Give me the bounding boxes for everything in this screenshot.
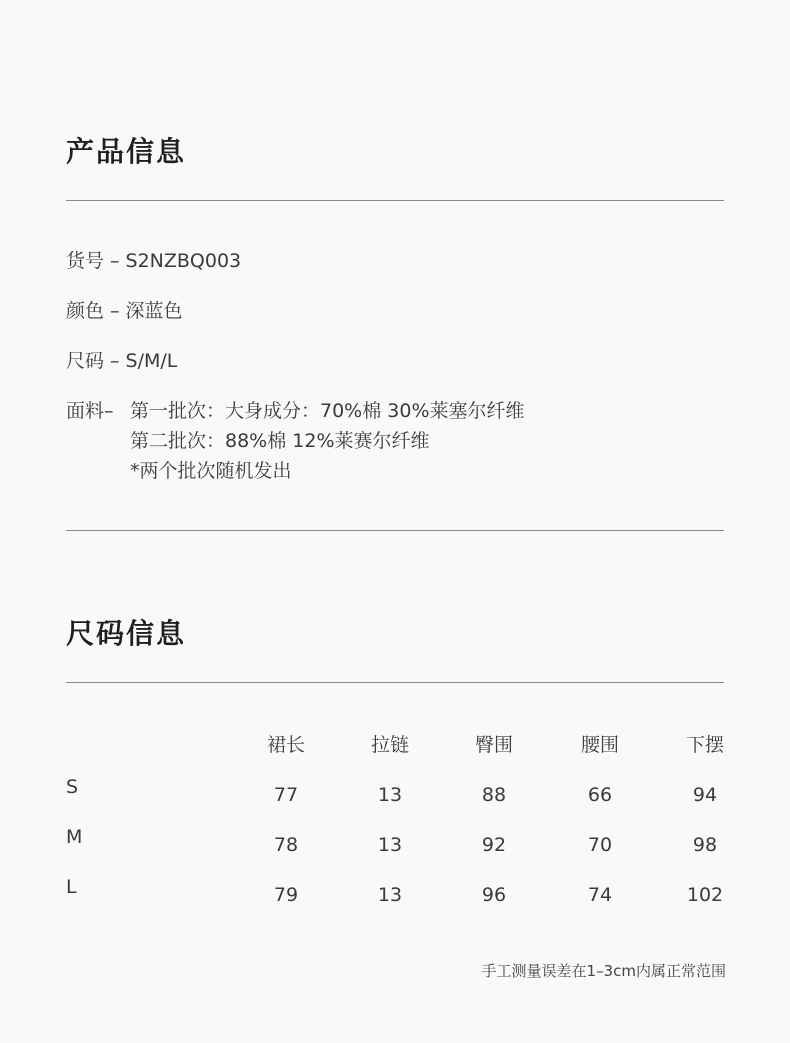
size-table-header [66,730,726,760]
table-cell: 66 [587,784,613,806]
table-row [66,876,726,910]
column-header: 腰围 [580,734,619,756]
table-cell: 98 [692,834,718,856]
size-label: 尺码 [66,350,105,372]
table-cell: 102 [686,884,724,906]
table-cell: 70 [587,834,613,856]
color-value: 深蓝色 [125,300,183,322]
table-row [66,826,726,860]
table-cell: 77 [273,784,299,806]
table-cell: 74 [587,884,613,906]
table-cell: 13 [377,834,403,856]
divider [66,200,724,201]
size-label: M [66,826,83,848]
product-info-title: 产品信息 [66,135,187,168]
table-cell: 79 [273,884,299,906]
fabric-lines [130,396,525,486]
measurement-note: 手工测量误差在1–3cm内属正常范围 [481,962,726,980]
table-cell: 13 [377,884,403,906]
size-label: L [66,876,77,898]
table-row [66,776,726,810]
sku-label: 货号 [66,250,105,272]
table-cell: 94 [692,784,718,806]
fabric-label: 面料 [66,400,105,422]
divider [66,682,724,683]
divider [66,530,724,531]
fabric-line: 第二批次：88%棉 12%莱赛尔纤维 [130,430,430,452]
column-header: 拉链 [370,734,409,756]
size-value: S/M/L [125,350,178,372]
fabric-label-group [66,396,114,426]
size-label: S [66,776,79,798]
table-cell: 92 [481,834,507,856]
separator: – [110,300,120,322]
table-cell: 13 [377,784,403,806]
size-row [66,346,177,376]
sku-row [66,246,241,276]
sku-value: S2NZBQ003 [125,250,242,272]
column-header: 裙长 [266,734,305,756]
separator: – [110,350,120,372]
fabric-line: 第一批次：大身成分：70%棉 30%莱塞尔纤维 [130,400,525,422]
color-row [66,296,183,326]
fabric-line: *两个批次随机发出 [130,460,292,482]
table-cell: 78 [273,834,299,856]
separator: – [104,400,114,422]
table-cell: 96 [481,884,507,906]
separator: – [110,250,120,272]
color-label: 颜色 [66,300,105,322]
table-cell: 88 [481,784,507,806]
column-header: 臀围 [474,734,513,756]
column-header: 下摆 [685,734,724,756]
size-info-title: 尺码信息 [66,617,187,650]
